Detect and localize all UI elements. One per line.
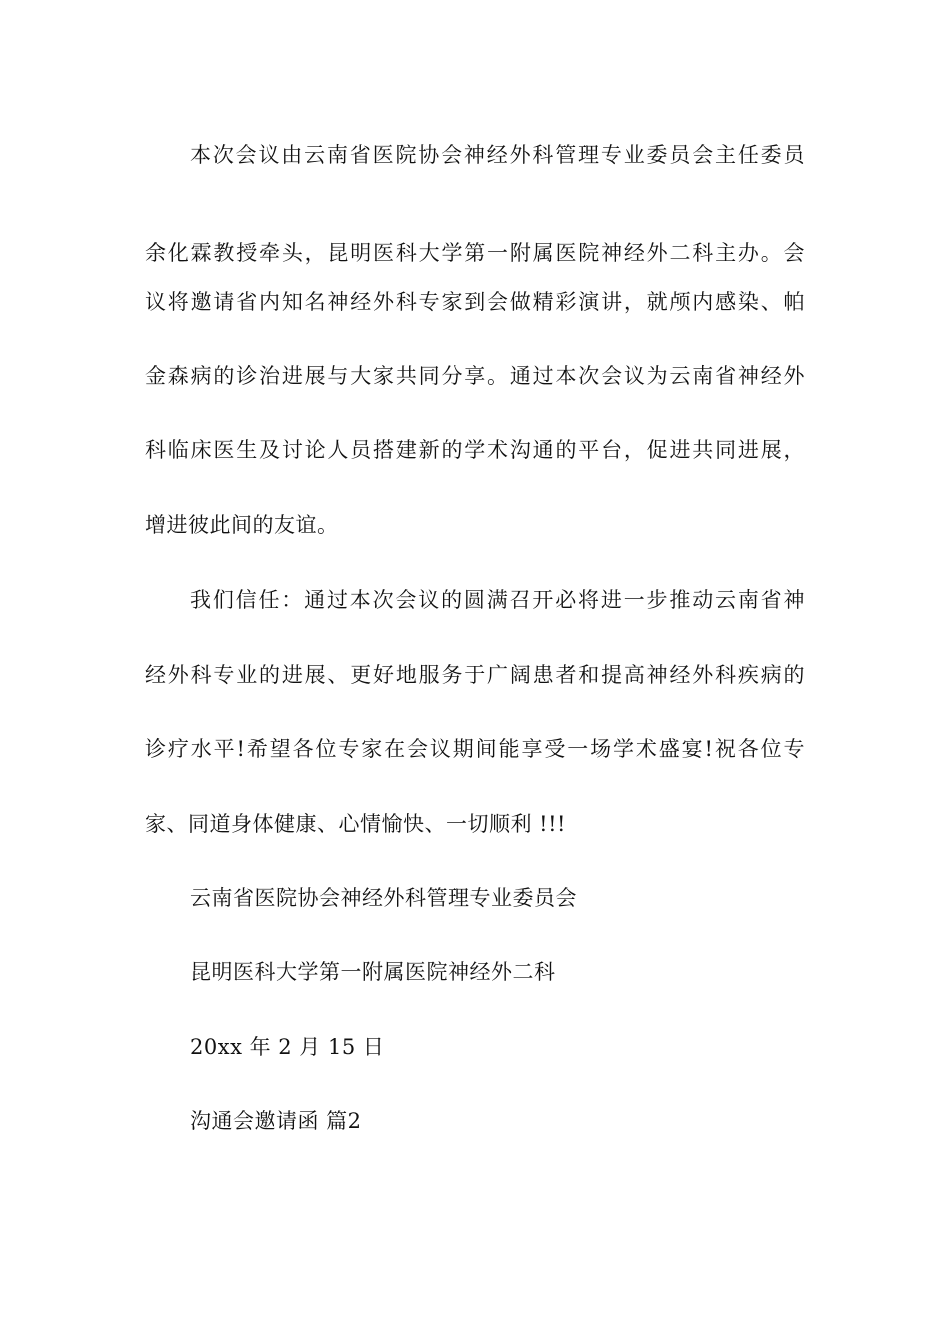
section-heading-next: 沟通会邀请函 篇2 bbox=[190, 1109, 362, 1133]
signature-org-2: 昆明医科大学第一附属医院神经外二科 bbox=[190, 960, 556, 984]
signature-date: 20xx 年 2 月 15 日 bbox=[190, 1035, 385, 1059]
paragraph-1-line-4: 金森病的诊治进展与大家共同分享。通过本次会议为云南省神经外 bbox=[145, 364, 805, 388]
paragraph-1-line-3: 议将邀请省内知名神经外科专家到会做精彩演讲，就颅内感染、帕 bbox=[145, 290, 805, 314]
paragraph-1-line-2: 余化霖教授牵头，昆明医科大学第一附属医院神经外二科主办。会 bbox=[145, 241, 805, 265]
paragraph-2-line-4: 家、同道身体健康、心情愉快、一切顺利 !!! bbox=[145, 812, 566, 836]
signature-org-1: 云南省医院协会神经外科管理专业委员会 bbox=[190, 886, 577, 910]
paragraph-2-line-3: 诊疗水平!希望各位专家在会议期间能享受一场学术盛宴!祝各位专 bbox=[145, 737, 805, 761]
paragraph-1-line-5: 科临床医生及讨论人员搭建新的学术沟通的平台，促进共同进展， bbox=[145, 438, 805, 462]
paragraph-2-line-1: 我们信任：通过本次会议的圆满召开必将进一步推动云南省神 bbox=[190, 588, 805, 612]
paragraph-1-line-6: 增进彼此间的友谊。 bbox=[145, 513, 339, 537]
paragraph-2-line-2: 经外科专业的进展、更好地服务于广阔患者和提高神经外科疾病的 bbox=[145, 663, 805, 687]
paragraph-1-line-1: 本次会议由云南省医院协会神经外科管理专业委员会主任委员 bbox=[190, 143, 805, 167]
